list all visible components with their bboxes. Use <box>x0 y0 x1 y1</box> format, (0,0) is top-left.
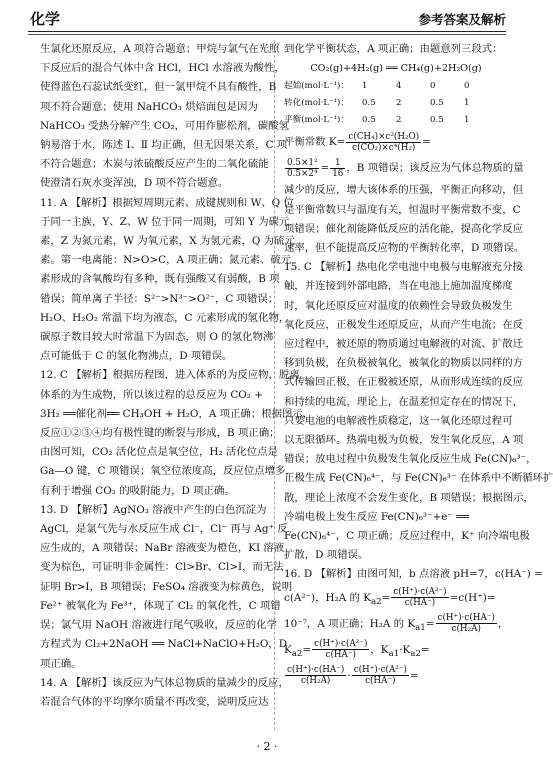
table-cell: 1 <box>362 81 368 92</box>
text-line: 冷端电极上发生反应 Fe(CN)₆³⁻+e⁻ ══ <box>284 510 469 523</box>
text-line: 12. C 【解析】根据历程图，进入体系的为反应物，脱离 <box>40 369 300 382</box>
text-line: 碳原子数目较大时常温下为固态，则 O 的氢化物沸 <box>40 331 274 344</box>
text-line: 14. A 【解析】该反应为气体总物质的量减少的反应， <box>40 676 289 689</box>
text-line: AgCl，是氯气先与水反应生成 Cl⁻，Cl⁻ 再与 Ag⁺ 反 <box>40 523 288 536</box>
text-line: 式传输回正极，在正极被还原，从而形成连续的反应 <box>284 376 523 389</box>
text-line: 若混合气体的平均摩尔质量不再改变，说明反应达 <box>40 695 269 708</box>
text-line: 不符合题意；木炭与浓硫酸反应产生的二氧化硫能 <box>40 158 269 171</box>
text-line: 正极生成 Fe(CN)₆⁴⁻，与 Fe(CN)₆³⁻ 在体系中不断循环扩 <box>284 472 553 485</box>
header-rule <box>28 31 506 32</box>
text-line: 16. D 【解析】由图可知，b 点溶液 pH=7，c(HA⁻) = <box>284 568 543 581</box>
text-line: 减少的反应，增大该体系的压强，平衡正向移动，但 <box>284 184 523 197</box>
right-paragraphs <box>284 181 553 584</box>
table-cell: 0.5 <box>362 115 376 126</box>
text-line: 3H₂ ══催化剂══ CH₃OH + H₂O，A 项正确；根据图示， <box>40 407 314 420</box>
table-cell: 1 <box>464 115 470 126</box>
text-line: 以无限循环。热端电极为负极，发生氧化反应，A 项 <box>284 434 524 447</box>
text-line: 错误；放电过程中负极发生氧化反应生成 Fe(CN)₆³⁻， <box>284 453 537 466</box>
row-label: 起始(mol·L⁻¹)： <box>284 81 349 92</box>
text-line: 15. C 【解析】热电化学电池中电极与电解液充分接 <box>284 261 523 274</box>
text-line: Fe²⁺ 被氧化为 Fe³⁺，体现了 Cl₂ 的氧化性，C 项错 <box>40 599 281 612</box>
page-number: · 2 · <box>256 740 278 753</box>
text-line: 使澄清石灰水变浑浊，D 项不符合题意。 <box>40 177 229 190</box>
text-line: 于同一主族，Y、Z、W 位于同一周期，可知 Y 为碳元 <box>40 215 290 228</box>
text-line: 素，Z 为氮元素，W 为氧元素，X 为氢元素，Q 为硫元 <box>40 235 295 248</box>
text-line: 是平衡常数只与温度有关，恒温时平衡常数不变，C <box>284 203 521 216</box>
table-cell: 2 <box>396 115 402 126</box>
text-line: 点可能低于 C 的氢化物沸点，D 项错误。 <box>40 350 233 363</box>
right-intro-line: 到化学平衡状态，A 项正确；由题意列三段式： <box>284 43 503 55</box>
text-line: 11. A 【解析】根据短周期元素、成键规则和 W、Q 位 <box>40 196 294 209</box>
table-cell: 0 <box>430 81 436 92</box>
text-line: 项错误；催化剂能降低反应的活化能，提高化学反应 <box>284 222 523 235</box>
text-line: Ga—O 键，C 项错误；氧空位浓度高，反应位点增多， <box>40 465 296 478</box>
text-line: 时，氧化还原反应对温度的依赖性会导致负极发生 <box>284 299 513 312</box>
table-cell: 4 <box>396 81 402 92</box>
table-cell: 0 <box>464 81 470 92</box>
subject-title: 化学 <box>30 10 61 28</box>
text-line: 项不符合题意；使用 NaHCO₃ 烘焙面包是因为 <box>40 100 258 113</box>
three-stage-table <box>284 78 508 129</box>
text-line: 触，并连接到外部电路，当在电池上施加温度梯度 <box>284 280 513 293</box>
text-line: 错误；简单离子半径：S²⁻>N³⁻>O²⁻，C 项错误； <box>40 292 279 305</box>
equilibrium-constant-value: $\frac{\text{0.5×1²}}{\text{0.5×2⁴}}$ = $\frac{1}{16}$ ，B 项错误；该反应为气体总物质的量 <box>287 157 524 179</box>
text-line: 只要电池的电解液性质稳定，这一氧化还原过程可 <box>284 414 513 427</box>
ka-product-fractions: $\frac{c(H^+)\cdot c(HA^-)}{\text{c(H₂A)}}$ · $\frac{\text{c(H⁺)·c(A²⁻)}}{c(HA^-)}$ = <box>287 665 419 687</box>
text-line: 素。第一电离能：N>O>C，A 项正确；氮元素、硫元 <box>40 254 292 267</box>
text-line: 应过程中，被还原的物质通过电解液的对流、扩散迁 <box>284 338 523 351</box>
text-line: 生氯化还原反应，A 项符合题意；甲烷与氯气在光照 <box>40 43 280 55</box>
header-rule-thin <box>28 34 506 35</box>
text-line: 13. D 【解析】AgNO₃ 溶液中产生的白色沉淀为 <box>40 503 267 516</box>
text-line: 散，理论上浓度不会发生变化，B 项错误；根据图示， <box>284 491 534 504</box>
table-row <box>284 112 508 129</box>
text-line: 氧化反应，正极发生还原反应，从而产生电流；在反 <box>284 318 523 331</box>
text-line: 下反应后的混合气体中含 HCl，HCl 水溶液为酸性， <box>40 62 285 75</box>
text-line: 误；氯气用 NaOH 溶液进行尾气吸收，反应的化学 <box>40 619 277 632</box>
table-cell: 0.5 <box>430 98 444 109</box>
text-line: 变为棕色，可证明非金属性：Cl>Br、Cl>I，而无法 <box>40 561 284 574</box>
reaction-equation: CO₂(g)+4H₂(g) ══ CH₄(g)+2H₂O(g) <box>310 63 482 75</box>
text-line: 扩散，D 项错误。 <box>284 549 369 562</box>
text-line: H₂O、H₂O₂ 常温下均为液态，C 元素形成的氢化物， <box>40 311 290 324</box>
ka1-line: 10⁻⁷，A 项正确；H₂A 的 $K_{a1}=$ $\frac{c(H^+)\cdot c(HA^-)}{\text{c(H₂A)}}$ ， <box>284 613 509 635</box>
text-line: NaHCO₃ 受热分解产生 CO₂，可用作膨松剂，碳酸氢 <box>40 119 289 132</box>
table-cell: 2 <box>396 98 402 109</box>
text-line: 移到负极，在负极被氧化，被氧化的物质以同样的方 <box>284 357 523 370</box>
text-line: 项正确。 <box>40 657 82 670</box>
equilibrium-constant-expression: 平衡常数 K= $\frac{\text{c(CH₄)×c²(H₂O)}}{\text{c(CO₂)×c⁴(H₂)}}$ = <box>284 131 431 153</box>
table-row <box>284 95 508 112</box>
text-line: 有利于增强 CO₂ 的吸附能力，D 项正确。 <box>40 484 235 497</box>
row-label: 转化(mol·L⁻¹)： <box>284 98 349 109</box>
text-line: Fe(CN)₆⁴⁻，C 项正确；反应过程中，K⁺ 向冷端电极 <box>284 530 530 543</box>
text-line: 钠易溶于水，陈述 Ⅰ、Ⅱ 均正确，但无因果关系，C 项 <box>40 139 288 152</box>
text-line: 使得蓝色石蕊试纸变红，但一氯甲烷不具有酸性，B <box>40 81 277 94</box>
text-line: 证明 Br>I，B 项错误；FeSO₄ 溶液变为棕黄色，说明 <box>40 580 293 593</box>
row-label: 平衡(mol·L⁻¹)： <box>284 115 349 126</box>
section-title: 参考答案及解析 <box>418 12 506 27</box>
text-line: 素形成的含氧酸均有多种，既有强酸又有弱酸，B 项 <box>40 273 280 286</box>
text-line: 速率，但不能提高反应物的平衡转化率，D 项错误。 <box>284 242 525 255</box>
table-cell: 1 <box>464 98 470 109</box>
right-column <box>284 40 553 689</box>
ka2-line: c(A²⁻)，H₂A 的 $K_{a2}=$ $\frac{\text{c(H⁺)·c(A²⁻)}}{c(HA^-)}$ =c(H⁺)= <box>284 587 496 609</box>
left-column <box>40 40 314 712</box>
table-cell: 0.5 <box>430 115 444 126</box>
ka-product-line: $K_{a2}=$ $\frac{\text{c(H⁺)·c(A²⁻)}}{c(HA^-)}$ ，$K_{a1}\cdot K_{a2}=$ <box>284 639 430 661</box>
table-cell: 0.5 <box>362 98 376 109</box>
text-line: 应生成的，A 项错误；NaBr 溶液变为橙色，KI 溶液 <box>40 542 285 555</box>
text-line: 由图可知，CO₂ 活化位点是氧空位，H₂ 活化位点是 <box>40 446 278 459</box>
table-row <box>284 78 508 95</box>
text-line: 反应①②③④均有极性键的断裂与形成，B 项正确； <box>40 427 280 440</box>
text-line: 方程式为 Cl₂+2NaOH ══ NaCl+NaClO+H₂O，D <box>40 638 288 651</box>
text-line: 和持续的电流，理论上，在温差恒定存在的情况下， <box>284 395 523 408</box>
text-line: 体系的为生成物，所以该过程的总反应为 CO₂ + <box>40 388 263 401</box>
